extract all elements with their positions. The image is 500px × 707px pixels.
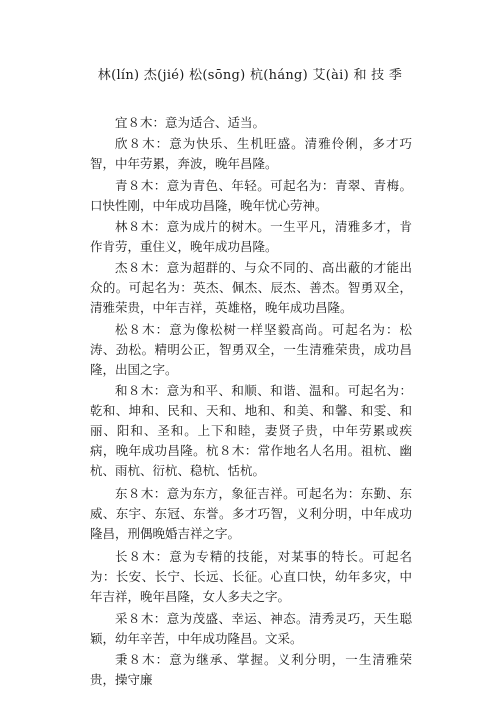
entry-chang: 长８木：意为专精的技能，对某事的特长。可起名为：长安、长宁、长远、长征。心直口快，幼年多灾，中年吉祥，晚年昌隆，女人多夫之字。 — [90, 549, 412, 604]
entry-xin: 欣８木：意为快乐、生机旺盛。清雅伶俐，多才巧智，中年劳累，奔波，晚年昌隆。 — [90, 136, 412, 171]
entry-jie: 杰８木：意为超群的、与众不同的、高出蔽的才能出众的。可起名为：英杰、佩杰、辰杰、善杰。智勇双全，清雅荣贵，中年吉祥，英雄格，晚年成功昌隆。 — [90, 260, 412, 315]
entry-song: 松８木：意为像松树一样坚毅高尚。可起名为：松涛、劲松。精明公正，智勇双全，一生清雅荣贵，成功昌隆，出国之字。 — [90, 322, 412, 377]
entry-dong: 东８木：意为东方，象征吉祥。可起名为：东勤、东威、东宇、东冠、东誉。多才巧智，义利分明，中年成功隆昌，刑偶晚婚吉祥之字。 — [90, 486, 412, 541]
entry-qing: 青８木：意为青色、年轻。可起名为：青翠、青梅。口快性刚，中年成功昌隆，晚年忧心劳神。 — [90, 178, 412, 213]
entry-bing: 秉８木：意为继承、掌握。义利分明，一生清雅荣贵，操守廉 — [90, 652, 412, 687]
page-title: 林(lín) 杰(jié) 松(sōng) 杭(háng) 艾(ài) 和 技 季 — [97, 68, 403, 83]
entry-lin: 林８木：意为成片的树木。一生平凡，清雅多才，肯作肯劳，重住义，晚年成功昌隆。 — [90, 219, 412, 254]
entry-cai: 采８木：意为茂盛、幸运、神态。清秀灵巧，天生聪颖，幼年辛苦，中年成功隆昌。文采。 — [90, 611, 412, 646]
entry-yi: 宜８木：意为适合、适当。 — [115, 115, 266, 130]
entry-he-hang: 和８木：意为和平、和顺、和谐、温和。可起名为：乾和、坤和、民和、天和、地和、和美、和馨、和雯、和丽、阳和、圣和。上下和睦，妻贤子贵，中年劳累或疾病，晚年成功昌隆。杭８木：常作地名人名用。祖杭、幽杭、雨杭、衍杭、稳杭、恬杭。 — [90, 383, 412, 478]
